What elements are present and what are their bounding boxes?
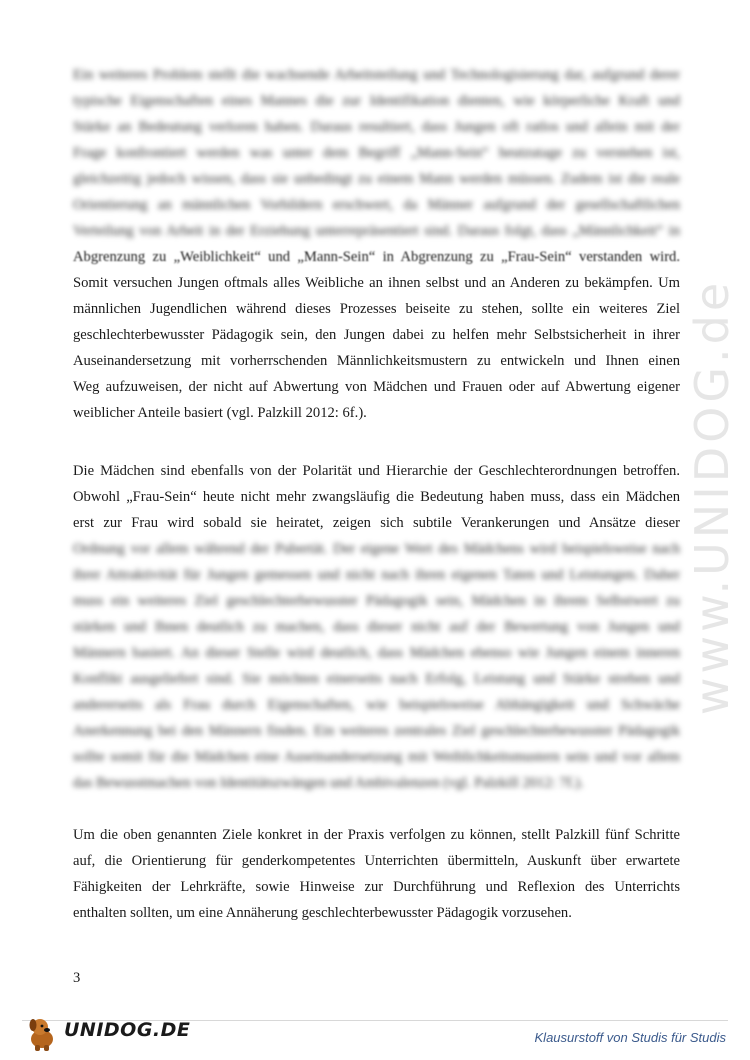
text-line: Verteilung von Arbeit in der Erziehung unterrepräsentiert sind. Daraus folgt, dass „Männlichkeit“ in <box>73 223 680 239</box>
text-line: andererseits als Frau durch Eigenschaften, wie beispielsweise Abhängigkeit und Schwäche <box>73 697 680 713</box>
text-line: geschlechterbewusster Pädagogik sein, den Jungen dabei zu helfen mehr Selbstsicherheit in ihrer <box>73 327 680 343</box>
blurred-text-block <box>73 536 680 796</box>
text-line: Stärke an Bedeutung verloren haben. Daraus resultiert, dass Jungen oft ratlos und allein mit der <box>73 119 680 135</box>
text-line: weiblicher Anteile basiert (vgl. Palzkill 2012: 6f.). <box>73 405 367 421</box>
text-line: Ordnung vor allem während der Pubertät. Der eigene Wert des Mädchens wird beispielsweise nach <box>73 541 680 557</box>
text-line: auf, die Orientierung für genderkompetentes Unterrichten übermitteln, Auskunft über erwartete <box>73 853 680 869</box>
text-line: Männern basiert. An dieser Stelle wird deutlich, dass Mädchen ebenso wie Jungen einem inneren <box>73 645 680 661</box>
text-line: Abgrenzung zu „Weiblichkeit“ und „Mann-Sein“ in Abgrenzung zu „Frau-Sein“ verstanden wird. <box>73 249 680 265</box>
paragraph-3 <box>73 822 680 926</box>
text-line: männlichen Jugendlichen während dieses Prozesses beiseite zu stehen, sollte ein weiteres Ziel <box>73 301 680 317</box>
text-line: Die Mädchen sind ebenfalls von der Polarität und Hierarchie der Geschlechterordnungen betroffen. <box>73 463 680 479</box>
text-line: ihrer Attraktivität für Jungen gemessen und nicht nach ihren eigenen Taten und Leistungen. Daher <box>73 567 680 583</box>
text-line: stärken und Ihnen deutlich zu machen, dass dieser nicht auf der Bewertung von Jungen und <box>73 619 680 635</box>
paragraph-2 <box>73 458 680 796</box>
text-line: Orientierung an männlichen Vorbildern erschwert, da Männer aufgrund der gesellschaftlichen <box>73 197 680 213</box>
text-line: Auseinandersetzung mit vorherrschenden Männlichkeitsmustern zu entwickeln und Ihnen einen <box>73 353 680 369</box>
text-line: Somit versuchen Jungen oftmals alles Weibliche an ihnen selbst und an Anderen zu bekämpfen. Um <box>73 275 680 291</box>
text-line: Obwohl „Frau-Sein“ heute nicht mehr zwangsläufig die Bedeutung haben muss, dass ein Mädchen <box>73 489 680 505</box>
text-line: enthalten sollten, um eine Annäherung geschlechterbewusster Pädagogik vorzusehen. <box>73 905 572 921</box>
text-line: sollte somit für die Mädchen eine Auseinandersetzung mit Weiblichkeitsmustern sein und vor allem <box>73 749 680 765</box>
text-line: Ein weiteres Problem stellt die wachsende Arbeitsteilung und Technologisierung dar, aufgrund derer <box>73 67 680 83</box>
text-line: das Bewusstmachen von Identitätszwängen und Ambivalenzen (vgl. Palzkill 2012: 7f.). <box>73 775 584 791</box>
text-line: gleichzeitig jedoch wissen, dass sie unbedingt zu einem Mann werden müssen. Zudem ist die reale <box>73 171 680 187</box>
text-line: typische Eigenschaften eines Mannes die zur Identifikation dienten, wie körperliche Kraft und <box>73 93 680 109</box>
dog-icon <box>22 1013 62 1053</box>
text-line: Anerkennung bei den Männern finden. Ein weiteres zentrales Ziel geschlechterbewusster Pädagogik <box>73 723 680 739</box>
paragraph-1 <box>73 62 680 426</box>
watermark-text: www.UNIDOG.de <box>685 278 739 716</box>
text-line: Konflikt ausgeliefert sind. Sie möchten einerseits nach Erfolg, Leistung und Stärke streben und <box>73 671 680 687</box>
text-line: erst zur Frau wird sobald sie heiratet, zeigen sich subtile Verankerungen und Ansätze dieser <box>73 515 680 531</box>
text-line: Fähigkeiten der Lehrkräfte, sowie Hinweise zur Durchführung und Reflexion des Unterrichts <box>73 879 680 895</box>
text-line: Frage konfrontiert werden was unter dem Begriff „Mann-Sein“ heutzutage zu verstehen ist, <box>73 145 680 161</box>
unidog-logo[interactable] <box>22 1013 191 1053</box>
text-line: Weg aufzuweisen, der nicht auf Abwertung von Mädchen und Frauen oder auf Abwertung eigener <box>73 379 680 395</box>
text-line: Um die oben genannten Ziele konkret in der Praxis verfolgen zu können, stellt Palzkill fünf Schritte <box>73 827 680 843</box>
text-line: muss ein weiteres Ziel geschlechterbewusster Pädagogik sein, Mädchen in ihrem Selbstwert zu <box>73 593 680 609</box>
page-number: 3 <box>73 970 81 986</box>
blurred-text-block <box>73 62 680 244</box>
footer-slogan: Klausurstoff von Studis für Studis <box>534 1030 726 1045</box>
logo-text: UNIDOG.DE <box>64 1019 191 1041</box>
